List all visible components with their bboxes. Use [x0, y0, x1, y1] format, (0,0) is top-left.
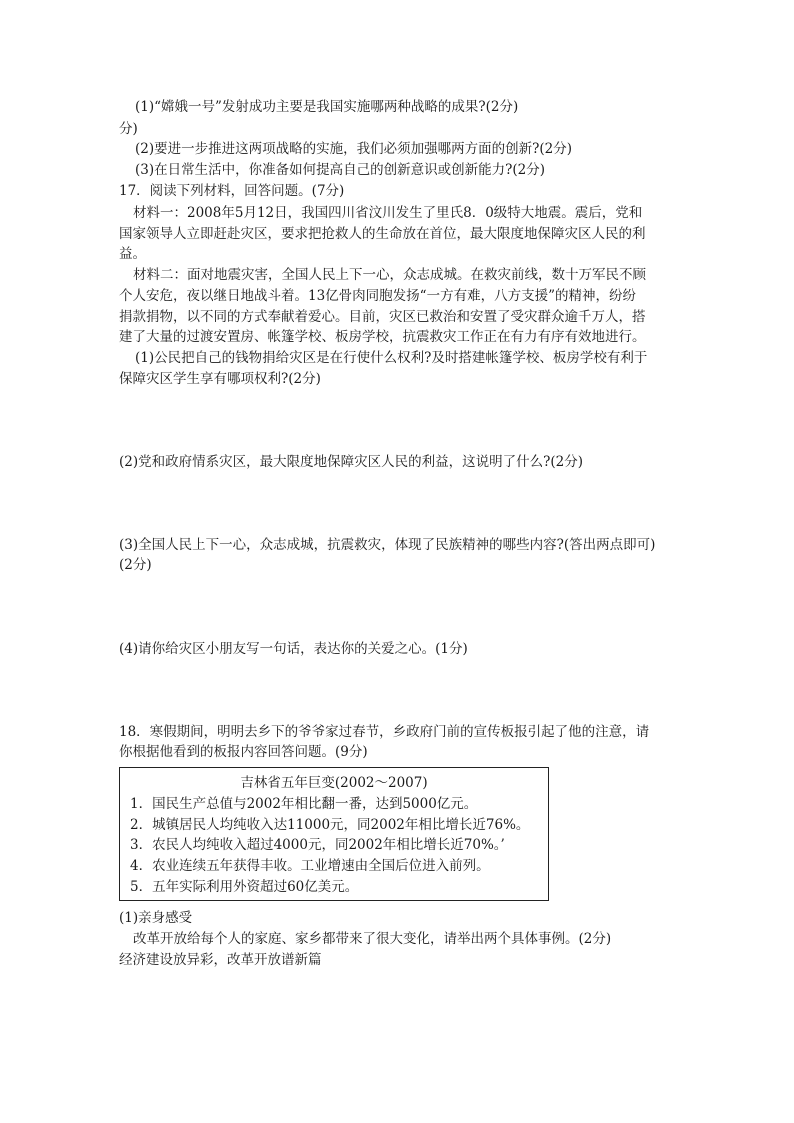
q17-sub3-line: (3)全国人民上下一心，众志成城，抗震救灾，体现了民族精神的哪些内容?(答出两点即可) [119, 537, 656, 553]
q17-sub2: (2)党和政府情系灾区，最大限度地保障灾区人民的利益，这说明了什么?(2分) [119, 454, 583, 470]
q17-sub1-line: 保障灾区学生享有哪项权利?(2分) [119, 371, 321, 387]
q16-sub3: (3)在日常生活中，你准备如何提高自己的创新意识或创新能力?(2分) [135, 162, 545, 178]
q18-header-line: 18．寒假期间，明明去乡下的爷爷家过春节，乡政府门前的宣传板报引起了他的注意，请 [119, 724, 650, 740]
bulletin-board-item: 5．五年实际利用外资超过60亿美元。 [130, 879, 359, 895]
q17-header: 17．阅读下列材料，回答问题。(7分) [119, 183, 345, 199]
q16-sub1-tail: 分) [119, 121, 138, 137]
bulletin-board-item: 3．农民人均纯收入超过4000元，同2002年相比增长近70%。’ [130, 837, 505, 853]
q18-sub1-text: 改革开放给每个人的家庭、家乡都带来了很大变化，请举出两个具体事例。(2分) [133, 931, 612, 947]
q17-material2-line: 材料二：面对地震灾害，全国人民上下一心，众志成城。在救灾前线，数十万军民不顾 [133, 267, 646, 283]
bulletin-board-item: 1．国民生产总值与2002年相比翻一番，达到5000亿元。 [130, 796, 478, 812]
q17-material1-line: 国家领导人立即赶赴灾区，要求把抢救人的生命放在首位，最大限度地保障灾区人民的利 [119, 226, 646, 242]
q18-footer: 经济建设放异彩，改革开放谱新篇 [119, 952, 322, 968]
q17-sub4: (4)请你给灾区小朋友写一句话，表达你的关爱之心。(1分) [119, 641, 468, 657]
bulletin-board-item: 2．城镇居民人均纯收入达11000元，同2002年相比增长近76%。 [130, 817, 530, 833]
q16-sub2: (2)要进一步推进这两项战略的实施，我们必须加强哪两方面的创新?(2分) [135, 141, 572, 157]
q18-header-line: 你根据他看到的板报内容回答问题。(9分) [119, 744, 368, 760]
q17-material2-line: 建了大量的过渡安置房、帐篷学校、板房学校，抗震救灾工作正在有力有序有效地进行。 [119, 329, 646, 345]
q17-material2-line: 捐款捐物，以不同的方式奉献着爱心。目前，灾区已救治和安置了受灾群众逾千万人，搭 [119, 309, 646, 325]
bulletin-board-item: 4．农业连续五年获得丰收。工业增速由全国后位进入前列。 [130, 858, 490, 874]
bulletin-board [119, 767, 549, 901]
q17-sub1-line: (1)公民把自己的钱物捐给灾区是在行使什么权利?及时搭建帐篷学校、板房学校有利于 [135, 350, 648, 366]
q17-material2-line: 个人安危，夜以继日地战斗着。13亿骨肉同胞发扬“一方有难，八方支援”的精神，纷纷 [119, 288, 636, 304]
bulletin-board-title: 吉林省五年巨变(2002～2007) [240, 775, 428, 791]
q17-sub3-line: (2分) [119, 557, 152, 573]
q17-material1-line: 益。 [119, 246, 146, 262]
q16-sub1: (1)“嫦娥一号”发射成功主要是我国实施哪两种战略的成果?(2分) [135, 99, 519, 115]
q17-material1-line: 材料一：2008年5月12日，我国四川省汶川发生了里氏8．0级特大地震。震后，党和 [133, 205, 643, 221]
q18-sub1-label: (1)亲身感受 [119, 910, 193, 926]
